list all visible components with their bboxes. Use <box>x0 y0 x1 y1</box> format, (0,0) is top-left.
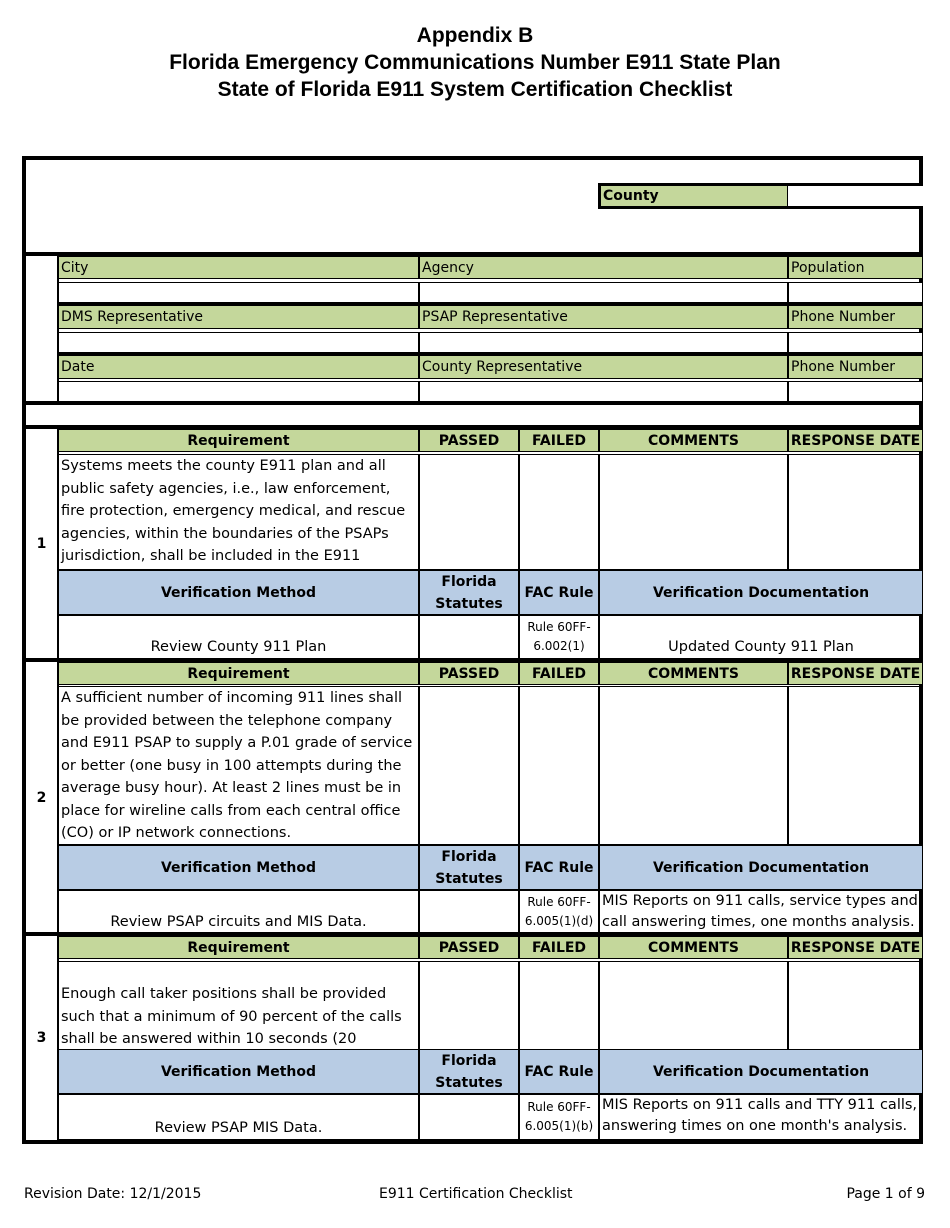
fac-rule-header: FAC Rule <box>519 1049 599 1094</box>
requirement-header: Requirement <box>58 936 419 959</box>
comments-header: COMMENTS <box>599 936 788 959</box>
failed-header: FAILED <box>519 662 599 685</box>
verification-method-value: Review PSAP MIS Data. <box>58 1094 419 1140</box>
dms-representative-label: DMS Representative <box>58 303 419 329</box>
verification-method-header: Verification Method <box>58 570 419 615</box>
verification-documentation-value: MIS Reports on 911 calls, service types and call answering times, one months analysis. <box>599 890 923 933</box>
florida-statutes-value <box>419 1094 519 1140</box>
date-label: Date <box>58 353 419 379</box>
response-date-cell[interactable] <box>788 454 923 570</box>
response-date-cell[interactable] <box>788 686 923 845</box>
phone-number-field[interactable] <box>788 332 923 353</box>
page-number: Page 1 of 9 <box>846 1186 925 1202</box>
response-date-header: RESPONSE DATE <box>788 936 923 959</box>
requirement-text: Systems meets the county E911 plan and all public safety agencies, i.e., law enforcement, fire protection, emergency medical, and rescue agencies, within the boundaries of the PSAPs jurisdiction, shall be included in the E911 <box>58 454 419 570</box>
florida-statutes-header: Florida Statutes <box>419 570 519 615</box>
verification-method-header: Verification Method <box>58 1049 419 1094</box>
phone-number-label-2: Phone Number <box>788 353 923 379</box>
item-number: 2 <box>36 789 47 806</box>
requirement-header: Requirement <box>58 662 419 685</box>
date-field[interactable] <box>58 381 419 402</box>
failed-cell[interactable] <box>519 961 599 1050</box>
verification-documentation-header: Verification Documentation <box>599 1049 923 1094</box>
fac-rule-header: FAC Rule <box>519 570 599 615</box>
phone-number-label: Phone Number <box>788 303 923 329</box>
comments-header: COMMENTS <box>599 662 788 685</box>
passed-header: PASSED <box>419 662 519 685</box>
population-field[interactable] <box>788 282 923 303</box>
failed-header: FAILED <box>519 429 599 452</box>
fac-rule-value: Rule 60FF-6.005(1)(d) <box>519 890 599 933</box>
fac-rule-value: Rule 60FF-6.005(1)(b) <box>519 1094 599 1140</box>
requirement-header: Requirement <box>58 429 419 452</box>
florida-statutes-header: Florida Statutes <box>419 1049 519 1094</box>
verification-documentation-header: Verification Documentation <box>599 845 923 890</box>
requirement-text: Enough call taker positions shall be provided such that a minimum of 90 percent of the calls shall be answered within 10 seconds (20 <box>58 961 419 1050</box>
population-label: Population <box>788 256 923 279</box>
plan-title: Florida Emergency Communications Number E911 State Plan <box>169 51 781 74</box>
county-field[interactable] <box>788 183 923 209</box>
comments-cell[interactable] <box>599 454 788 570</box>
item-number: 3 <box>36 1030 47 1046</box>
comments-cell[interactable] <box>599 961 788 1050</box>
psap-representative-label: PSAP Representative <box>419 303 788 329</box>
failed-header: FAILED <box>519 936 599 959</box>
response-date-header: RESPONSE DATE <box>788 662 923 685</box>
comments-cell[interactable] <box>599 686 788 845</box>
failed-cell[interactable] <box>519 454 599 570</box>
requirement-text: A sufficient number of incoming 911 lines shall be provided between the telephone company and E911 PSAP to supply a P.01 grade of service or better (one busy in 100 attempts during the average busy hour). At least 2 lines must be in place for wireline calls from each central office (CO) or IP network connections. <box>58 686 419 845</box>
verification-documentation-value: MIS Reports on 911 calls and TTY 911 calls, answering times on one month's analysis. <box>599 1094 923 1140</box>
response-date-cell[interactable] <box>788 961 923 1050</box>
dms-representative-field[interactable] <box>58 332 419 353</box>
county-representative-label: County Representative <box>419 353 788 379</box>
passed-header: PASSED <box>419 429 519 452</box>
revision-date: Revision Date: 12/1/2015 <box>24 1186 202 1202</box>
passed-cell[interactable] <box>419 686 519 845</box>
passed-header: PASSED <box>419 936 519 959</box>
fac-rule-value: Rule 60FF-6.002(1) <box>519 615 599 659</box>
verification-method-value: Review PSAP circuits and MIS Data. <box>58 890 419 933</box>
failed-cell[interactable] <box>519 686 599 845</box>
city-field[interactable] <box>58 282 419 303</box>
item-number: 1 <box>36 536 47 552</box>
verification-documentation-header: Verification Documentation <box>599 570 923 615</box>
phone-number-field-2[interactable] <box>788 381 923 402</box>
county-label: County <box>598 183 788 209</box>
city-label: City <box>58 256 419 279</box>
fac-rule-header: FAC Rule <box>519 845 599 890</box>
response-date-header: RESPONSE DATE <box>788 429 923 452</box>
footer-title: E911 Certification Checklist <box>379 1186 573 1202</box>
passed-cell[interactable] <box>419 961 519 1050</box>
agency-field[interactable] <box>419 282 788 303</box>
verification-method-header: Verification Method <box>58 845 419 890</box>
florida-statutes-header: Florida Statutes <box>419 845 519 890</box>
verification-documentation-value: Updated County 911 Plan <box>599 615 923 659</box>
psap-representative-field[interactable] <box>419 332 788 353</box>
agency-label: Agency <box>419 256 788 279</box>
county-representative-field[interactable] <box>419 381 788 402</box>
comments-header: COMMENTS <box>599 429 788 452</box>
appendix-title: Appendix B <box>416 24 534 47</box>
passed-cell[interactable] <box>419 454 519 570</box>
florida-statutes-value <box>419 890 519 933</box>
checklist-title: State of Florida E911 System Certification Checklist <box>217 78 733 101</box>
florida-statutes-value <box>419 615 519 659</box>
verification-method-value: Review County 911 Plan <box>58 615 419 659</box>
